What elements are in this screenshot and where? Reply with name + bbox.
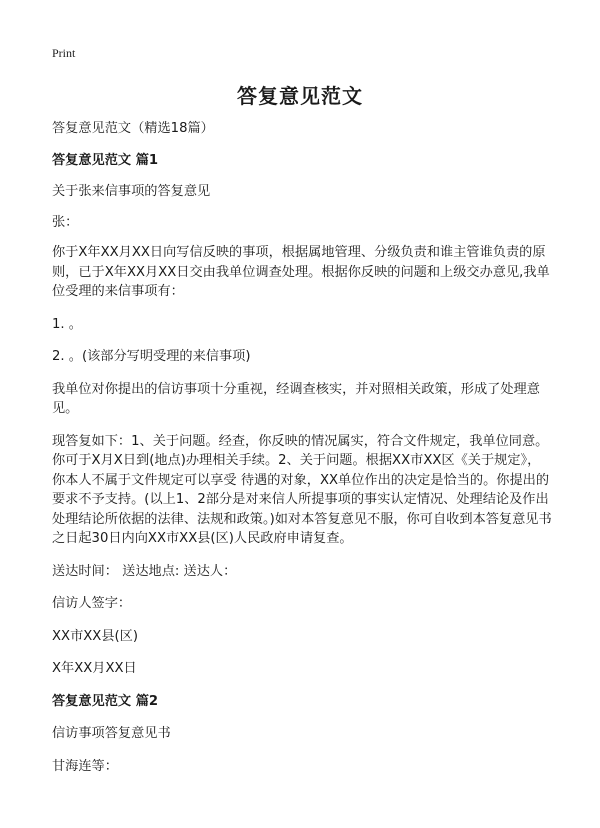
list-item: 1. 。 <box>52 316 82 332</box>
section-heading-2: 答复意见范文 篇2 <box>52 693 159 709</box>
paragraph: 信访人签字： <box>52 596 132 611</box>
page-title: 答复意见范文 <box>237 84 363 108</box>
document-body <box>52 119 552 776</box>
list-item: 2. 。(该部分写明受理的来信事项) <box>52 349 251 364</box>
paragraph: 现答复如下：1、关于问题。经查，你反映的情况属实，符合文件规定，我单位同意。你可于X月X日到(地点)办理相关手续。2、关于问题。根据XX市XX区《关于规定》，你本人不属于文件规定可以享受 待遇的对象，XX单位作出的决定是恰当的。你提出的要求不予支持。(以上1、2部分是对来信人所提事项的事实认定情况、处理结论及作出处理结论所依据的法律、法规和政策。)如对本答复意见不服，你可自收到本答复意见书之日起30日内向XX市XX县(区)人民政府申请复查。 <box>52 433 552 546</box>
section-heading-1: 答复意见范文 篇1 <box>52 152 159 168</box>
document-subtitle: 答复意见范文（精选18篇） <box>52 121 214 136</box>
paragraph: 信访事项答复意见书 <box>52 726 171 741</box>
print-label: Print <box>52 46 76 60</box>
paragraph: 你于X年XX月XX日向写信反映的事项，根据属地管理、分级负责和谁主管谁负责的原则，已于X年XX月XX日交由我单位调查处理。根据你反映的问题和上级交办意见,我单位受理的来信事项有： <box>52 245 550 299</box>
paragraph: X年XX月XX日 <box>52 661 137 676</box>
paragraph: 张： <box>52 214 79 230</box>
paragraph: 甘海连等： <box>52 758 118 774</box>
paragraph: XX市XX县(区) <box>52 628 138 644</box>
paragraph: 送达时间： 送达地点: 送达人： <box>52 563 237 579</box>
paragraph: 我单位对你提出的信访事项十分重视，经调查核实，并对照相关政策，形成了处理意见。 <box>52 381 540 416</box>
paragraph: 关于张来信事项的答复意见 <box>52 184 211 199</box>
